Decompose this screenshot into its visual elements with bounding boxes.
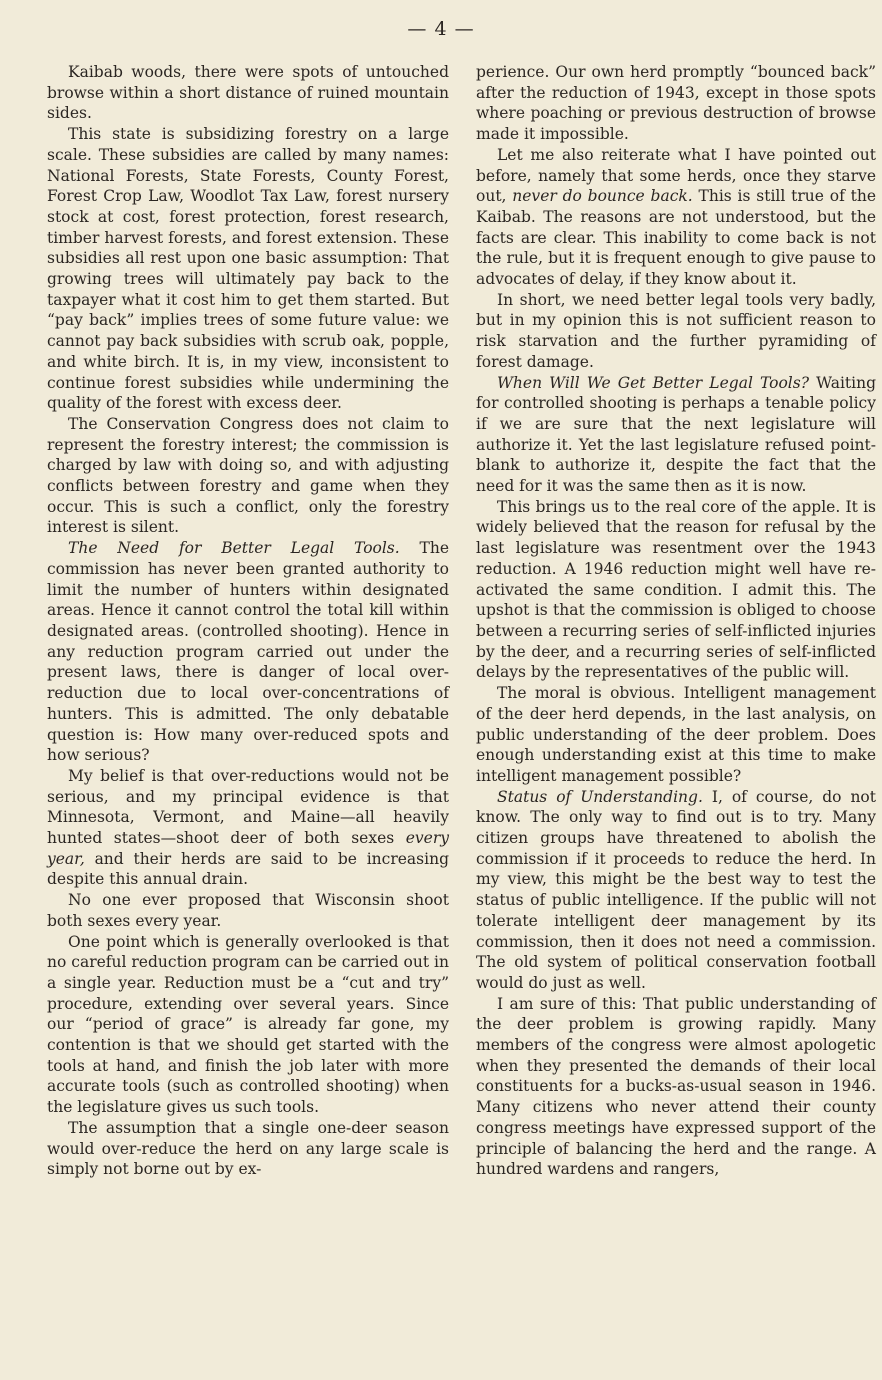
text-run: The commission has never been granted authority to limit the number of hunters within designated areas. Hence it cannot control the total kill within designated areas. (controlled shooting). Hence in any reduction program carried out under the present laws, there is danger of local over-reduction due to local over-concentrations of hunters. This is admitted. The only debatable question is: How many over-reduced spots and how serious? (47, 539, 450, 765)
text-run: The moral is obvious. Intelligent management of the deer herd depends, in the last analysis, on public understanding of the deer problem. Does enough understanding exist at this time to make intelligent management possible? (476, 684, 876, 785)
text-run: In short, we need better legal tools very badly, but in my opinion this is not sufficient reason to risk starvation and the further pyramiding of forest damage. (476, 290, 876, 371)
paragraph (476, 497, 876, 683)
italic-text: every year, (47, 829, 449, 868)
text-run: This state is subsidizing forestry on a large scale. These subsidies are called by many names: National Forests, State Forests, County Forest, Forest Crop Law, Woodlot Tax Law, forest nursery stock at cost, forest protection, forest research, timber harvest forests, and forest extension. These subsidies all rest upon one basic assumption: That growing trees will ultimately pay back to the taxpayer what it cost him to get them started. But “pay back” implies trees of some future value: we cannot pay back subsidies with scrub oak, popple, and white birch. It is, in my view, inconsistent to continue forest subsidies while undermining the quality of the forest with excess deer. (47, 125, 449, 413)
text-run: I, of course, do not know. The only way to find out is to try. Many citizen groups have threatened to abolish the commission if it proceeds to reduce the herd. In my view, this might be the best way to test the status of public intelligence. If the public will not tolerate intelligent deer management by its commission, then it does not need a commission. The old system of political conservation football would do just as well. (476, 787, 876, 992)
paragraph (476, 62, 876, 145)
paragraph (476, 145, 876, 290)
right-column (476, 62, 876, 1180)
italic-text: never do bounce back. (512, 187, 693, 206)
paragraph (47, 1118, 449, 1180)
paragraph (476, 373, 876, 497)
text-run: Waiting for controlled shooting is perhaps a tenable policy if we are sure that the next legislature will authorize it. Yet the last legislature refused point-blank to authorize it, despite the fact that the need for it was the same then as it is now. (476, 373, 876, 496)
paragraph (47, 932, 449, 1118)
paragraph (476, 994, 876, 1180)
italic-text: Status of Understanding. (497, 787, 703, 806)
text-run: No one ever proposed that Wisconsin shoot both sexes every year. (47, 891, 449, 930)
italic-text: The Need for Better Legal Tools. (68, 539, 400, 558)
text-run: Kaibab woods, there were spots of untouched browse within a short distance of ruined mountain sides. (47, 63, 449, 123)
text-run: One point which is generally overlooked is that no careful reduction program can be carried out in a single year. Reduction must be a “cut and try” procedure, extending over several years. Since our “period of grace” is already far gone, my contention is that we should get started with the tools at hand, and finish the job later with more accurate tools (such as controlled shooting) when the legislature gives us such tools. (47, 932, 449, 1117)
paragraph (47, 124, 449, 414)
paragraph (476, 683, 876, 787)
paragraph (47, 766, 449, 890)
paragraph (47, 538, 449, 766)
page-number: — 4 — (407, 18, 475, 40)
text-run: The assumption that a single one-deer season would over-reduce the herd on any large scale is simply not borne out by ex- (47, 1118, 449, 1179)
text-run: This brings us to the real core of the apple. It is widely believed that the reason for refusal by the last legislature was resentment over the 1943 reduction. A 1946 reduction might well have re-activated the same condition. I admit this. The upshot is that the commission is obliged to choose between a recurring series of self-inflicted injuries by the deer, and a recurring series of self-inflicted delays by the representatives of the public will. (476, 497, 876, 682)
paragraph (47, 62, 449, 124)
text-run: My belief is that over-reductions would not be serious, and my principal evidence is that Minnesota, Vermont, and Maine—all heavily hunted states—shoot deer of both sexes (47, 766, 449, 848)
text-run: perience. Our own herd promptly “bounced back” after the reduction of 1943, except in those spots where poaching or previous destruction of browse made it impossible. (476, 63, 876, 144)
paragraph (476, 290, 876, 373)
text-run: Let me also reiterate what I have pointed out before, namely that some herds, once they starve out, (476, 145, 876, 206)
paragraph (47, 890, 449, 931)
left-column (47, 62, 449, 1180)
text-run: and their herds are said to be increasing despite this annual drain. (47, 849, 449, 889)
italic-text: When Will We Get Better Legal Tools? (497, 373, 810, 392)
text-run: The Conservation Congress does not claim to represent the forestry interest; the commission is charged by law with doing so, and with adjusting conflicts between forestry and game when they occur. This is such a conflict, only the forestry interest is silent. (47, 414, 449, 537)
paragraph (476, 787, 876, 994)
text-run: This is still true of the Kaibab. The reasons are not understood, but the facts are clear. This inability to come back is not the rule, but it is frequent enough to give pause to advocates of delay, if they know about it. (476, 187, 876, 289)
paragraph (47, 414, 449, 538)
text-run: I am sure of this: That public understanding of the deer problem is growing rapidly. Many members of the congress were almost apologetic when they presented the demands of their local constituents for a bucks-as-usual season in 1946. Many citizens who never attend their county congress meetings have expressed support of the principle of balancing the herd and the range. A hundred wardens and rangers, (476, 994, 876, 1179)
